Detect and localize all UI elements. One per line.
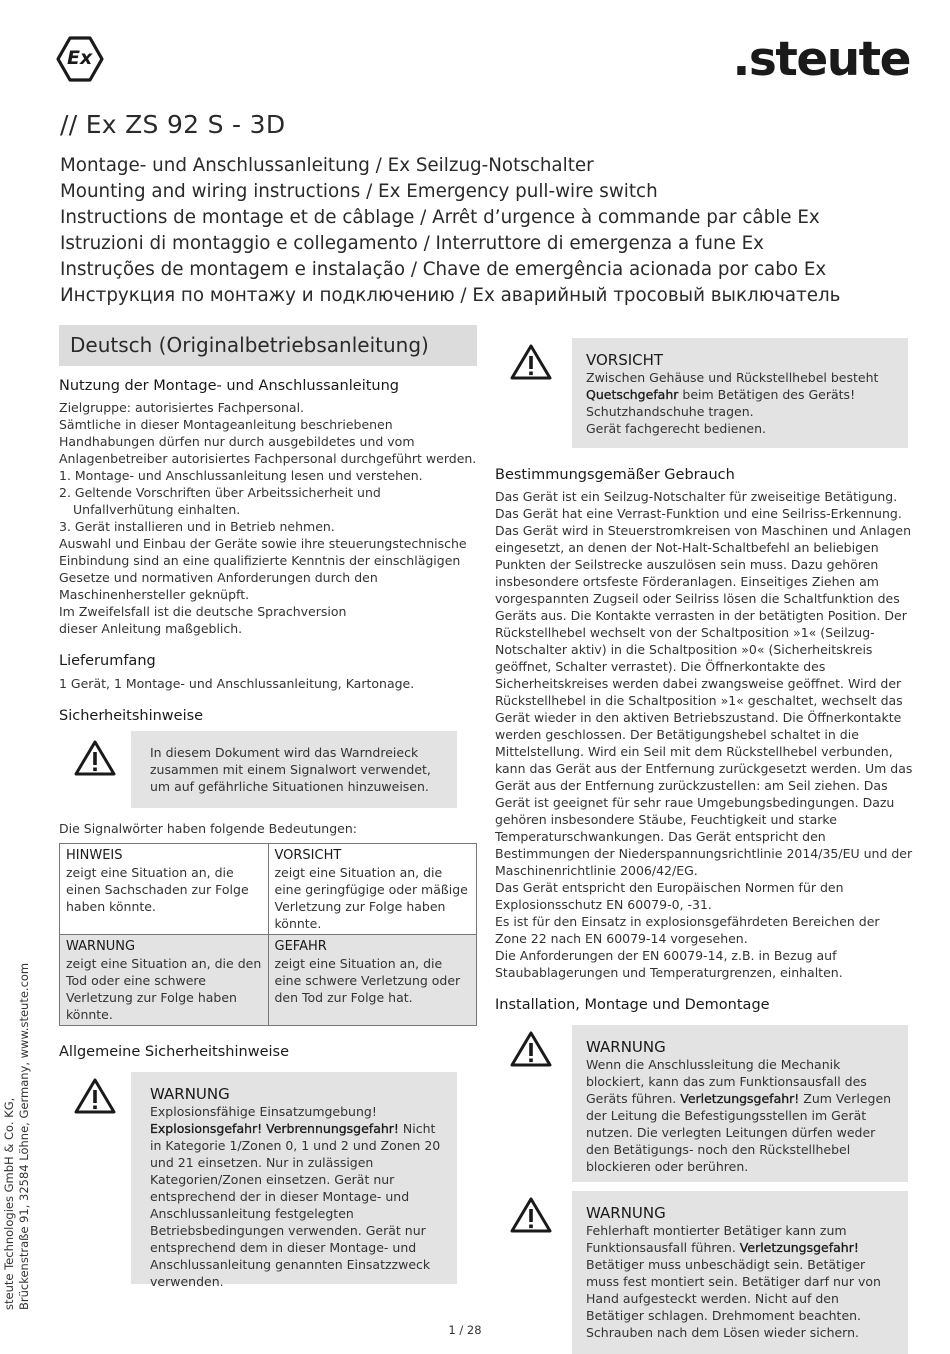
subtitle-fr: Instructions de montage et de câblage / Arrêt d’urgence à commande par câble Ex	[60, 207, 820, 228]
intended-use-paragraph: Das Gerät ist ein Seilzug-Notschalter für zweiseitige Betätigung. Das Gerät hat eine Verrast-Funktion und eine Seilriss-Erkennung. Das Gerät wird in Steuerstromkreisen von Maschinen und Anlagen eingesetzt, an denen der Not-Halt-Schaltbefehl an beliebigen Punkten der Seilstrecke auszulösen sein muss. Dazu gehören insbesondere ortsfeste Förderanlagen. Einseitiges Ziehen am vorgespannten Zugseil oder Seilriss lösen die Schaltfunktion des Geräts aus. Die Kontakte verrasten in der betätigten Position. Der Rückstellhebel wechselt von der Schaltposition »1« (Seilzug-Notschalter aktiv) in die Schaltposition »0« (Sicherheitskreis geöffnet, Schalter verrastet). Die Öffnerkontakte des Sicherheitskreises werden dabei zwangsweise geöffnet. Wird der Rückstellhebel in die Schaltposition »1« geschaltet, wechselt das Gerät wieder in den aktiven Betriebszustand. Die Öffnerkontakte werden geschlossen. Der Betätigungshebel schaltet in die Mittelstellung. Wird ein Seil mit dem Rückstellhebel verbunden, kann das Gerät aus der Entfernung zurückgesetzt werden. Um das Gerät aus der Entfernung zurückzustellen: am Seil ziehen. Das Gerät ist geeignet für sehr raue Umgebungsbedingungen. Dazu gehören insbesondere Stäube, Feuchtigkeit und starke Temperaturschwankungen. Das Gerät entspricht den Bestimmungen der Niederspannungsrichtlinie 2014/35/EU und der Maschinenrichtlinie 2006/42/EG.	[495, 489, 913, 878]
subtitle-it: Istruzioni di montaggio e collegamento / Interruttore di emergenza a fune Ex	[60, 233, 765, 254]
usage-step: 2. Geltende Vorschriften über Arbeitssicherheit und Unfallverhütung einhalten.	[59, 485, 381, 517]
brand-logo: .steute	[732, 32, 910, 87]
page-number: 1 / 28	[448, 1323, 482, 1337]
signal-word-description: zeigt eine Situation an, die eine schwere Verletzung oder den Tod zur Folge hat.	[274, 956, 461, 1005]
general-warning-text: Explosionsfähige Einsatzumgebung! Explosionsgefahr! Verbrennungsgefahr! Nicht in Kategorie 1/Zonen 0, 1 und 2 und Zonen 20 und 21 einsetzen. Nur in zulässigen Kategorien/Zonen einsetzen. Gerät nur entsprechend der in dieser Montage- und Anschlussanleitung festgelegten Betriebsbedingungen verwenden. Gerät nur entsprechend dem in dieser Montage- und Anschlussanleitung genannten Einsatzzweck verwenden.	[150, 1104, 441, 1289]
intended-use-paragraph: Das Gerät entspricht den Europäischen Normen für den Explosionsschutz EN 60079-0, -31.	[495, 880, 844, 912]
table-cell-hinweis	[60, 844, 269, 935]
signal-word-warnung: WARNUNG	[586, 1038, 666, 1056]
delivery-text: 1 Gerät, 1 Montage- und Anschlussanleitung, Kartonage.	[59, 676, 415, 691]
signal-word-warnung: WARNUNG	[150, 1085, 230, 1103]
installation-heading: Installation, Montage und Demontage	[495, 997, 770, 1013]
usage-step: 3. Gerät installieren und in Betrieb nehmen.	[59, 519, 335, 534]
subtitle-pt: Instruções de montagem e instalação / Chave de emergência acionada por cabo Ex	[60, 259, 827, 280]
intended-use-paragraph: Die Anforderungen der EN 60079-14, z.B. in Bezug auf Staubablagerungen und Temperaturgrenzen, einhalten.	[495, 948, 843, 980]
warning-triangle-icon	[509, 343, 553, 385]
subtitle-en: Mounting and wiring instructions / Ex Emergency pull-wire switch	[60, 181, 658, 202]
warning-info-box	[131, 731, 457, 808]
signal-word-description: zeigt eine Situation an, die den Tod oder eine schwere Verletzung zur Folge haben könnte.	[66, 956, 262, 1022]
warning-triangle-icon	[73, 739, 117, 781]
usage-line: Auswahl und Einbau der Geräte sowie ihre steuerungstechnische Einbindung sind an eine qualifizierte Kenntnis der einschlägigen Gesetze und normativen Anforderungen durch den Maschinenhersteller geknüpft.	[59, 536, 467, 602]
table-row	[60, 844, 477, 935]
delivery-heading: Lieferumfang	[59, 653, 156, 669]
ex-logo-text: Ex	[67, 47, 93, 69]
installation-warning-text: Wenn die Anschlussleitung die Mechanik blockiert, kann das zum Funktionsausfall des Geräts führen. Verletzungsgefahr! Zum Verlegen der Leitung die Befestigungsstellen im Gerät nutzen. Die verlegten Leitungen dürfen weder den Betätigungs- noch den Rückstellhebel blockieren oder berühren.	[586, 1057, 892, 1174]
installation-warning-box	[572, 1025, 908, 1182]
right-column	[495, 338, 913, 1354]
usage-section	[59, 399, 477, 637]
warning-triangle-icon	[509, 1196, 553, 1238]
intended-use-paragraph: Es ist für den Einsatz in explosionsgefährdeten Bereichen der Zone 22 nach EN 60079-14 vorgesehen.	[495, 914, 880, 946]
signal-word-warnung: WARNUNG	[66, 939, 136, 954]
usage-line: Sämtliche in dieser Montageanleitung beschriebenen Handhabungen dürfen nur durch ausgebildetes und vom Anlagenbetreiber autorisiertes Fachpersonal durchgeführt werden.	[59, 417, 477, 466]
warning-triangle-icon	[73, 1077, 117, 1119]
warning-info-text: In diesem Dokument wird das Warndreieck zusammen mit einem Signalwort verwendet, um auf gefährliche Situationen hinzuweisen.	[150, 745, 431, 794]
signal-words-table	[59, 843, 477, 1026]
left-column	[59, 325, 477, 1289]
signal-word-gefahr: GEFAHR	[274, 939, 327, 954]
subtitle-de: Montage- und Anschlussanleitung / Ex Seilzug-Notschalter	[60, 155, 594, 176]
subtitle-list	[60, 153, 940, 309]
actuator-warning-text: Fehlerhaft montierter Betätiger kann zum Funktionsausfall führen. Verletzungsgefahr! Betätiger muss unbeschädigt sein. Betätiger muss fest montiert sein. Betätiger darf nur von Hand aufgesteckt werden. Nicht auf den Betätiger schlagen. Drehmoment beachten. Schrauben nach dem Lösen wieder sichern.	[586, 1223, 881, 1340]
signal-word-vorsicht: VORSICHT	[586, 351, 664, 369]
company-address: Brückenstraße 91, 32584 Löhne, Germany, www.steute.com	[17, 962, 31, 1310]
company-name: steute Technologies GmbH & Co. KG,	[2, 1097, 16, 1310]
signal-words-intro: Die Signalwörter haben folgende Bedeutungen:	[59, 821, 357, 836]
signal-word-warnung: WARNUNG	[586, 1204, 666, 1222]
signal-word-hinweis: HINWEIS	[66, 848, 123, 863]
caution-text: Zwischen Gehäuse und Rückstellhebel besteht Quetschgefahr beim Betätigen des Geräts!	[586, 370, 879, 402]
general-warning-box	[131, 1072, 457, 1289]
language-header: Deutsch (Originalbetriebsanleitung)	[59, 325, 477, 366]
caution-text-line: Schutzhandschuhe tragen.	[586, 404, 754, 419]
table-cell-warnung	[60, 935, 269, 1026]
usage-heading: Nutzung der Montage- und Anschlussanleitung	[59, 378, 399, 394]
signal-word-description: zeigt eine Situation an, die einen Sachschaden zur Folge haben könnte.	[66, 865, 249, 914]
signal-word-vorsicht: VORSICHT	[274, 848, 342, 863]
ex-logo	[56, 36, 104, 82]
table-cell-gefahr	[268, 935, 477, 1026]
safety-heading: Sicherheitshinweise	[59, 708, 204, 724]
table-cell-vorsicht	[268, 844, 477, 935]
signal-word-description: zeigt eine Situation an, die eine geringfügige oder mäßige Verletzung zur Folge haben könnte.	[274, 865, 468, 931]
caution-box	[572, 338, 908, 448]
usage-line: Im Zweifelsfall ist die deutsche Sprachversion dieser Anleitung maßgeblich.	[59, 604, 347, 636]
company-address-sidebar	[2, 963, 32, 1310]
intended-use-heading: Bestimmungsgemäßer Gebrauch	[495, 467, 735, 483]
document-title: // Ex ZS 92 S - 3D	[60, 110, 286, 139]
usage-line: Zielgruppe: autorisiertes Fachpersonal.	[59, 400, 305, 415]
intended-use-section	[495, 488, 913, 981]
general-safety-heading: Allgemeine Sicherheitshinweise	[59, 1044, 289, 1060]
subtitle-ru: Инструкция по монтажу и подключению / Ex аварийный тросовый выключатель	[60, 285, 841, 306]
usage-step: 1. Montage- und Anschlussanleitung lesen und verstehen.	[59, 468, 423, 483]
table-row	[60, 935, 477, 1026]
caution-text-line: Gerät fachgerecht bedienen.	[586, 421, 766, 436]
warning-triangle-icon	[509, 1030, 553, 1072]
